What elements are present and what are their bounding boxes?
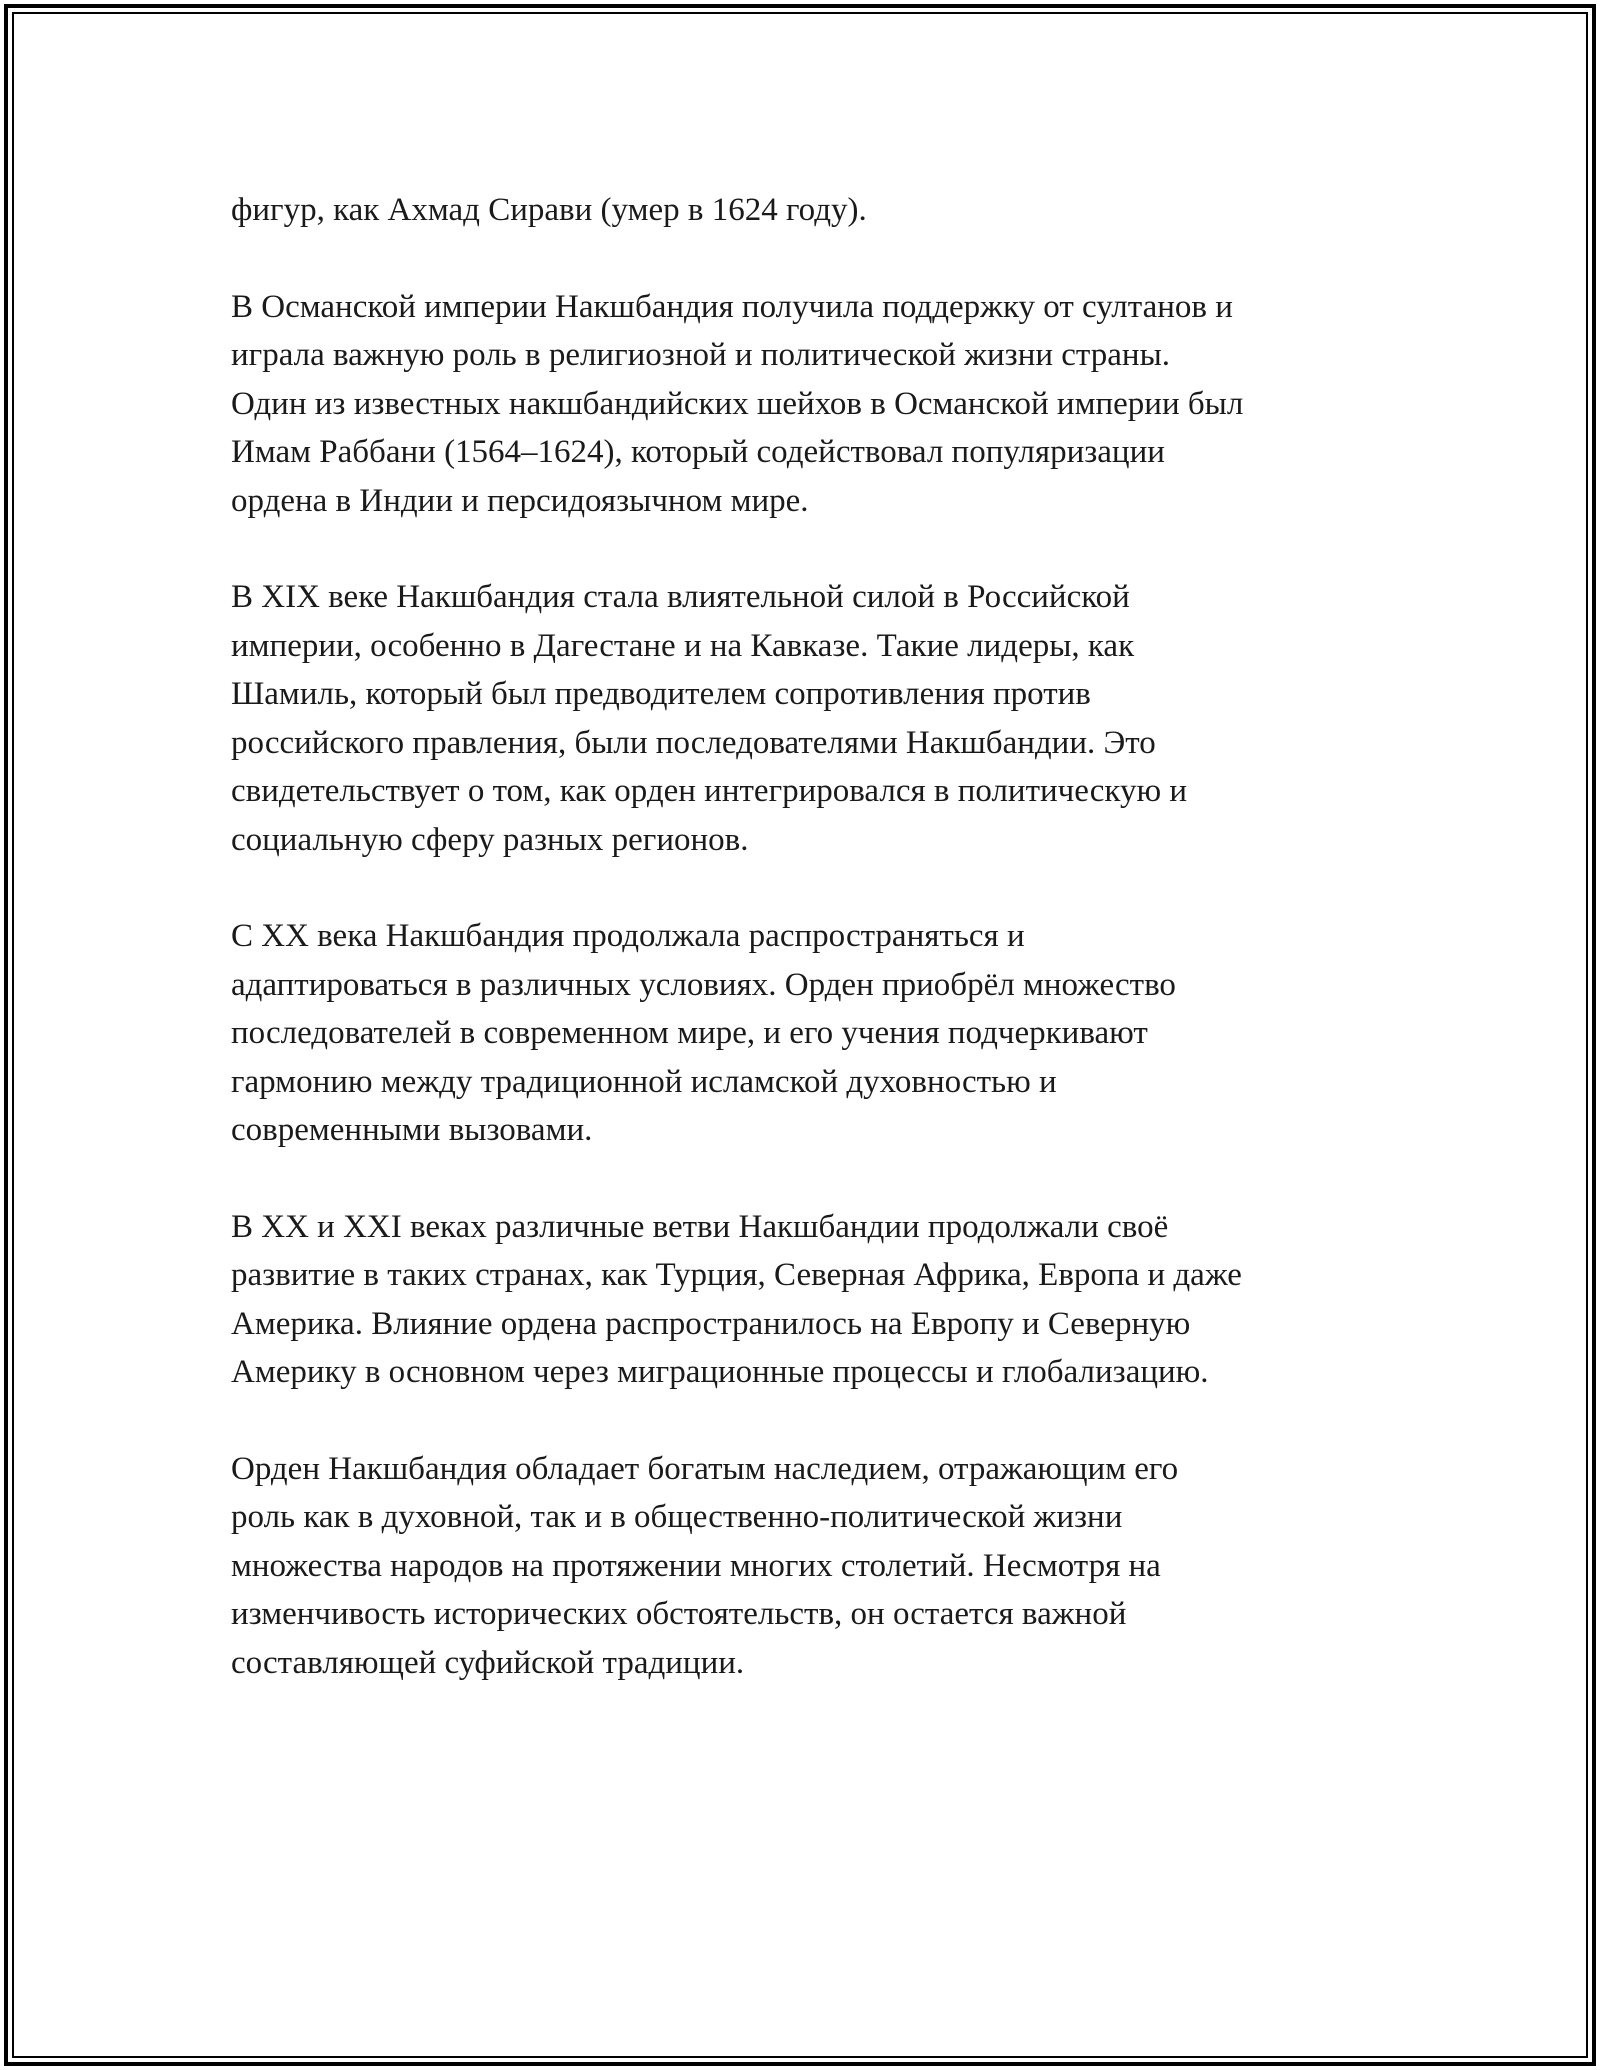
text-line: Орден Накшбандия обладает богатым наследием, отражающим его [231,1450,1179,1487]
document-body [231,186,1381,1735]
text-line: изменчивость исторических обстоятельств, он остается важной [231,1596,1127,1632]
paragraph-4 [231,912,1381,1155]
text-line: гармонию между традиционной исламской духовностью и [231,1063,1057,1100]
text-line: В XIX веке Накшбандия стала влиятельной силой в Российской [231,579,1130,615]
text-line: империи, особенно в Дагестане и на Кавказе. Такие лидеры, как [231,627,1135,664]
text-line: Америка. Влияние ордена распространилось на Европу и Северную [231,1305,1191,1342]
text-line: развитие в таких странах, как Турция, Северная Африка, Европа и даже [231,1257,1242,1293]
text-line: Шамиль, который был предводителем сопротивления против [231,676,1091,712]
text-line: современными вызовами. [231,1112,593,1148]
text-line: социальную сферу разных регионов. [231,821,749,858]
text-line: свидетельствует о том, как орден интегрировался в политическую и [231,773,1188,809]
text-line: Один из известных накшбандийских шейхов в Османской империи был [231,385,1244,422]
text-line: Америку в основном через миграционные процессы и глобализацию. [231,1354,1209,1390]
text-line: ордена в Индии и персидоязычном мире. [231,482,809,519]
text-line: В Османской империи Накшбандия получила поддержку от султанов и [231,288,1233,325]
text-line: фигур, как Ахмад Сирави (умер в 1624 году). [231,192,867,228]
paragraph-3 [231,573,1381,864]
text-line: адаптироваться в различных условиях. Орден приобрёл множество [231,966,1176,1003]
paragraph-6 [231,1445,1381,1688]
text-line: множества народов на протяжении многих столетий. Несмотря на [231,1547,1161,1584]
text-line: играла важную роль в религиозной и политической жизни страны. [231,337,1170,373]
paragraph-5 [231,1203,1381,1397]
text-line: Имам Раббани (1564–1624), который содействовал популяризации [231,434,1165,470]
text-line: С XX века Накшбандия продолжала распространяться и [231,918,1025,954]
paragraph-1 [231,186,1381,235]
text-line: российского правления, были последователями Накшбандии. Это [231,724,1156,761]
text-line: роль как в духовной, так и в общественно-политической жизни [231,1499,1123,1535]
text-line: последователей в современном мире, и его учения подчеркивают [231,1015,1148,1051]
text-line: составляющей суфийской традиции. [231,1644,745,1681]
paragraph-2 [231,283,1381,526]
text-line: В XX и XXI веках различные ветви Накшбандии продолжали своё [231,1208,1169,1245]
